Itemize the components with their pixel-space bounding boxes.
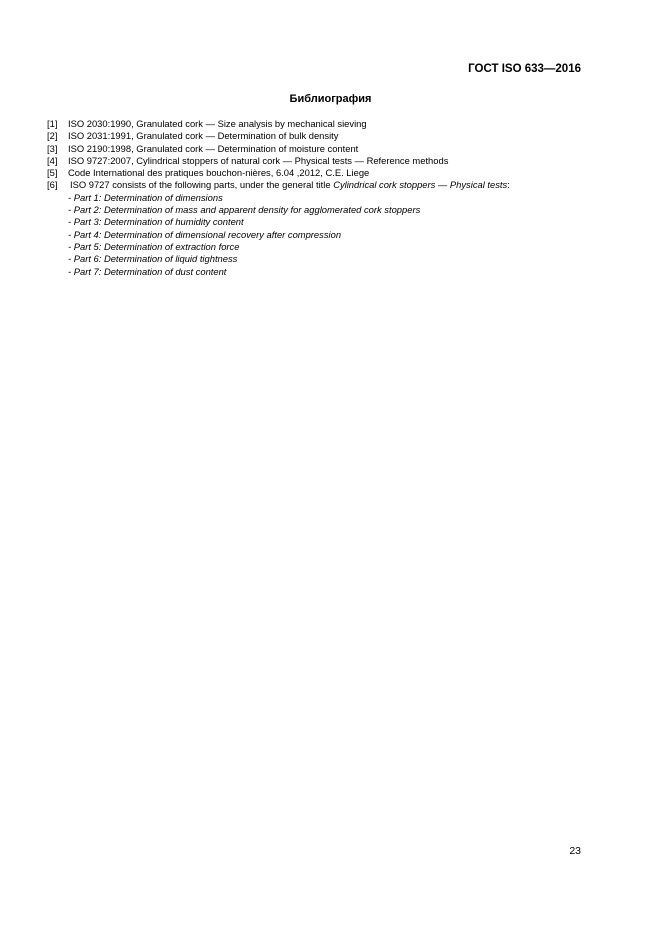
reference-number: [3]: [47, 142, 58, 154]
reference-item: [47, 130, 587, 142]
reference-text: [68, 179, 510, 191]
page-number: 23: [569, 845, 581, 857]
reference-text-colon: :: [507, 179, 510, 191]
document-header: ГОСТ ISO 633—2016: [468, 63, 581, 75]
reference-text: ISO 9727:2007, Cylindrical stoppers of natural cork — Physical tests — Reference methods: [68, 154, 449, 166]
reference-general-title: Cylindrical cork stoppers — Physical tests: [333, 179, 508, 191]
bibliography-title: Библиография: [289, 93, 372, 105]
reference-text: ISO 2190:1998, Granulated cork — Determination of moisture content: [68, 142, 359, 154]
standard-parts-list: [68, 192, 587, 278]
reference-number: [6]: [47, 179, 58, 191]
standard-part-item: - Part 6: Determination of liquid tightness: [68, 253, 238, 265]
reference-item: [47, 167, 587, 179]
reference-number: [2]: [47, 130, 58, 142]
reference-text: ISO 2031:1991, Granulated cork — Determination of bulk density: [68, 130, 339, 142]
reference-item: [47, 143, 587, 155]
standard-part-item: - Part 5: Determination of extraction force: [68, 240, 240, 252]
reference-item: [47, 179, 587, 191]
standard-part-item: - Part 2: Determination of mass and apparent density for agglomerated cork stoppers: [68, 204, 421, 216]
reference-text: Code International des pratiques bouchon-nières, 6.04 ,2012, C.E. Liege: [68, 167, 370, 179]
standard-part-item: - Part 3: Determination of humidity content: [68, 216, 244, 228]
reference-item: [47, 118, 587, 130]
standard-part-item: - Part 7: Determination of dust content: [68, 265, 227, 277]
standard-part-item: - Part 1: Determination of dimensions: [68, 191, 223, 203]
reference-text-plain: ISO 9727 consists of the following parts, under the general title: [70, 179, 334, 191]
reference-number: [4]: [47, 154, 58, 166]
reference-number: [1]: [47, 118, 58, 129]
standard-part-item: - Part 4: Determination of dimensional recovery after compression: [68, 228, 342, 240]
reference-number: [5]: [47, 167, 58, 179]
reference-text: ISO 2030:1990, Granulated cork — Size analysis by mechanical sieving: [68, 118, 367, 129]
reference-list: [47, 118, 587, 278]
reference-item: [47, 155, 587, 167]
